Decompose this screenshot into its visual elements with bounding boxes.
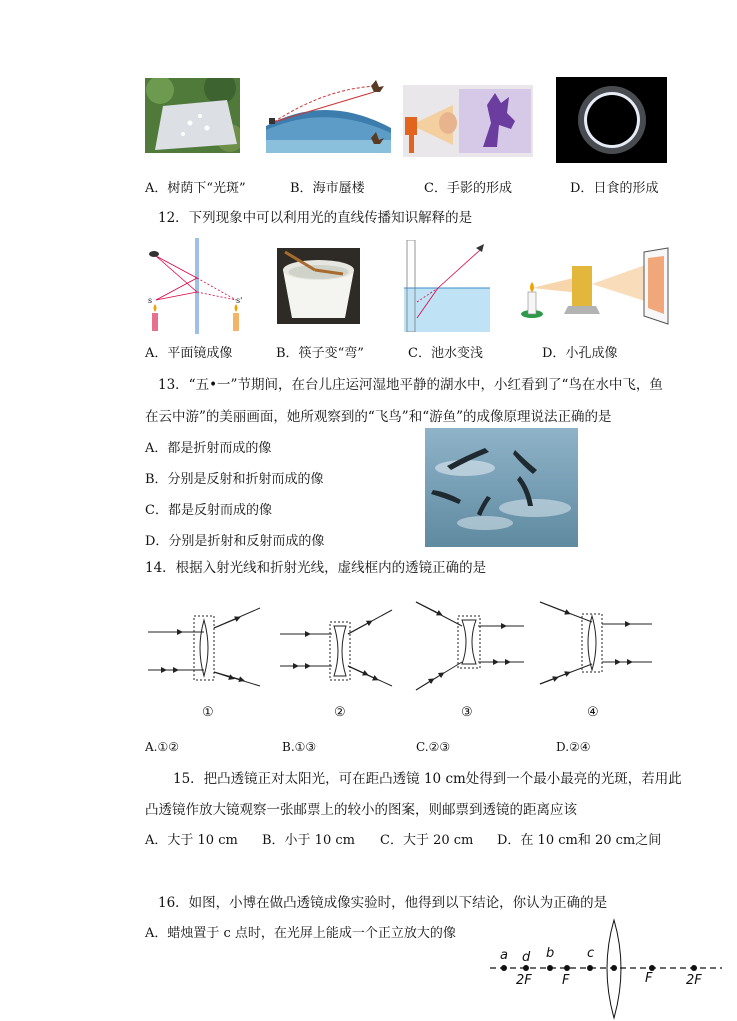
q14-option-b[interactable]: B.①③: [282, 740, 317, 754]
mirror-label-s: s: [148, 296, 153, 305]
q16-option-a[interactable]: A．蜡烛置于 c 点时，在光屏上能成一个正立放大的像: [145, 926, 456, 941]
pinhole-imaging-diagram: [518, 244, 671, 332]
q14-label-4: ④: [587, 705, 599, 720]
lens-diagram-3: [416, 602, 524, 690]
q12-stem: 12．下列现象中可以利用光的直线传播知识解释的是: [158, 210, 473, 226]
lens-diagram-2: [280, 610, 392, 686]
lens-diagrams: [140, 592, 670, 692]
plane-mirror-diagram: [144, 238, 248, 334]
q13-option-c[interactable]: C．都是反射而成的像: [145, 503, 272, 518]
pool-water-shallower-diagram: [404, 240, 490, 332]
q12-option-c[interactable]: C．池水变浅: [408, 346, 483, 361]
fish-in-clouds-painting: [425, 428, 578, 547]
q13-option-a[interactable]: A．都是折射而成的像: [145, 441, 272, 456]
axis-label-2f-right: 2F: [686, 973, 702, 988]
convex-lens-axis-diagram: [488, 918, 725, 1021]
q15-option-d[interactable]: D．在 10 cm和 20 cm之间: [497, 833, 662, 848]
q15-option-a[interactable]: A．大于 10 cm: [145, 833, 238, 848]
axis-label-f-right: F: [645, 971, 653, 986]
axis-point-d: d: [522, 950, 531, 965]
axis-point-c: c: [587, 946, 595, 961]
q15-stem-line2: 凸透镜作放大镜观察一张邮票上的较小的图案，则邮票到透镜的距离应该: [145, 802, 577, 818]
q15-stem-line1: 15．把凸透镜正对太阳光，可在距凸透镜 10 cm处得到一个最小最亮的光斑，若用此: [173, 771, 682, 787]
lens-diagram-1: [148, 608, 260, 686]
chopstick-in-water-photo: [277, 248, 360, 324]
q13-option-b[interactable]: B．分别是反射和折射而成的像: [145, 472, 324, 487]
q14-option-d[interactable]: D.②④: [556, 740, 591, 754]
q11-option-a[interactable]: A．树荫下“光斑”: [145, 181, 246, 196]
axis-label-f-left: F: [562, 973, 570, 988]
mirror-label-s-prime: s': [236, 296, 243, 305]
tree-shade-light-spots-photo: [145, 78, 240, 153]
q16-stem: 16．如图，小博在做凸透镜成像实验时，他得到以下结论，你认为正确的是: [158, 895, 608, 911]
q14-option-c[interactable]: C.②③: [416, 740, 451, 754]
q11-option-c[interactable]: C．手影的形成: [424, 181, 512, 196]
q11-option-d[interactable]: D．日食的形成: [570, 181, 659, 196]
q14-stem: 14．根据入射光线和折射光线，虚线框内的透镜正确的是: [145, 560, 487, 576]
mirage-picture: [266, 78, 391, 153]
hand-shadow-picture: [403, 85, 533, 157]
q12-option-a[interactable]: A．平面镜成像: [145, 346, 233, 361]
lens-diagram-4: [540, 602, 652, 684]
q11-option-b[interactable]: B．海市蜃楼: [290, 181, 365, 196]
q13-option-d[interactable]: D．分别是折射和反射而成的像: [145, 534, 325, 549]
solar-eclipse-photo: [556, 77, 667, 163]
q15-option-c[interactable]: C．大于 20 cm: [380, 833, 474, 848]
q13-stem-line1: 13．“五•一”节期间，在台儿庄运河湿地平静的湖水中，小红看到了“鸟在水中飞，鱼: [158, 377, 663, 393]
q14-label-1: ①: [202, 705, 214, 720]
axis-point-a: a: [500, 948, 508, 963]
q14-label-2: ②: [334, 705, 346, 720]
q14-label-3: ③: [461, 705, 473, 720]
q15-option-b[interactable]: B．小于 10 cm: [262, 833, 355, 848]
q12-option-b[interactable]: B．筷子变“弯”: [276, 346, 364, 361]
axis-label-2f-left: 2F: [516, 973, 532, 988]
q12-option-d[interactable]: D．小孔成像: [542, 346, 618, 361]
axis-point-b: b: [546, 946, 555, 961]
q14-option-a[interactable]: A.①②: [145, 740, 179, 754]
q13-stem-line2: 在云中游”的美丽画面，她所观察到的“飞鸟”和“游鱼”的成像原理说法正确的是: [145, 409, 612, 425]
